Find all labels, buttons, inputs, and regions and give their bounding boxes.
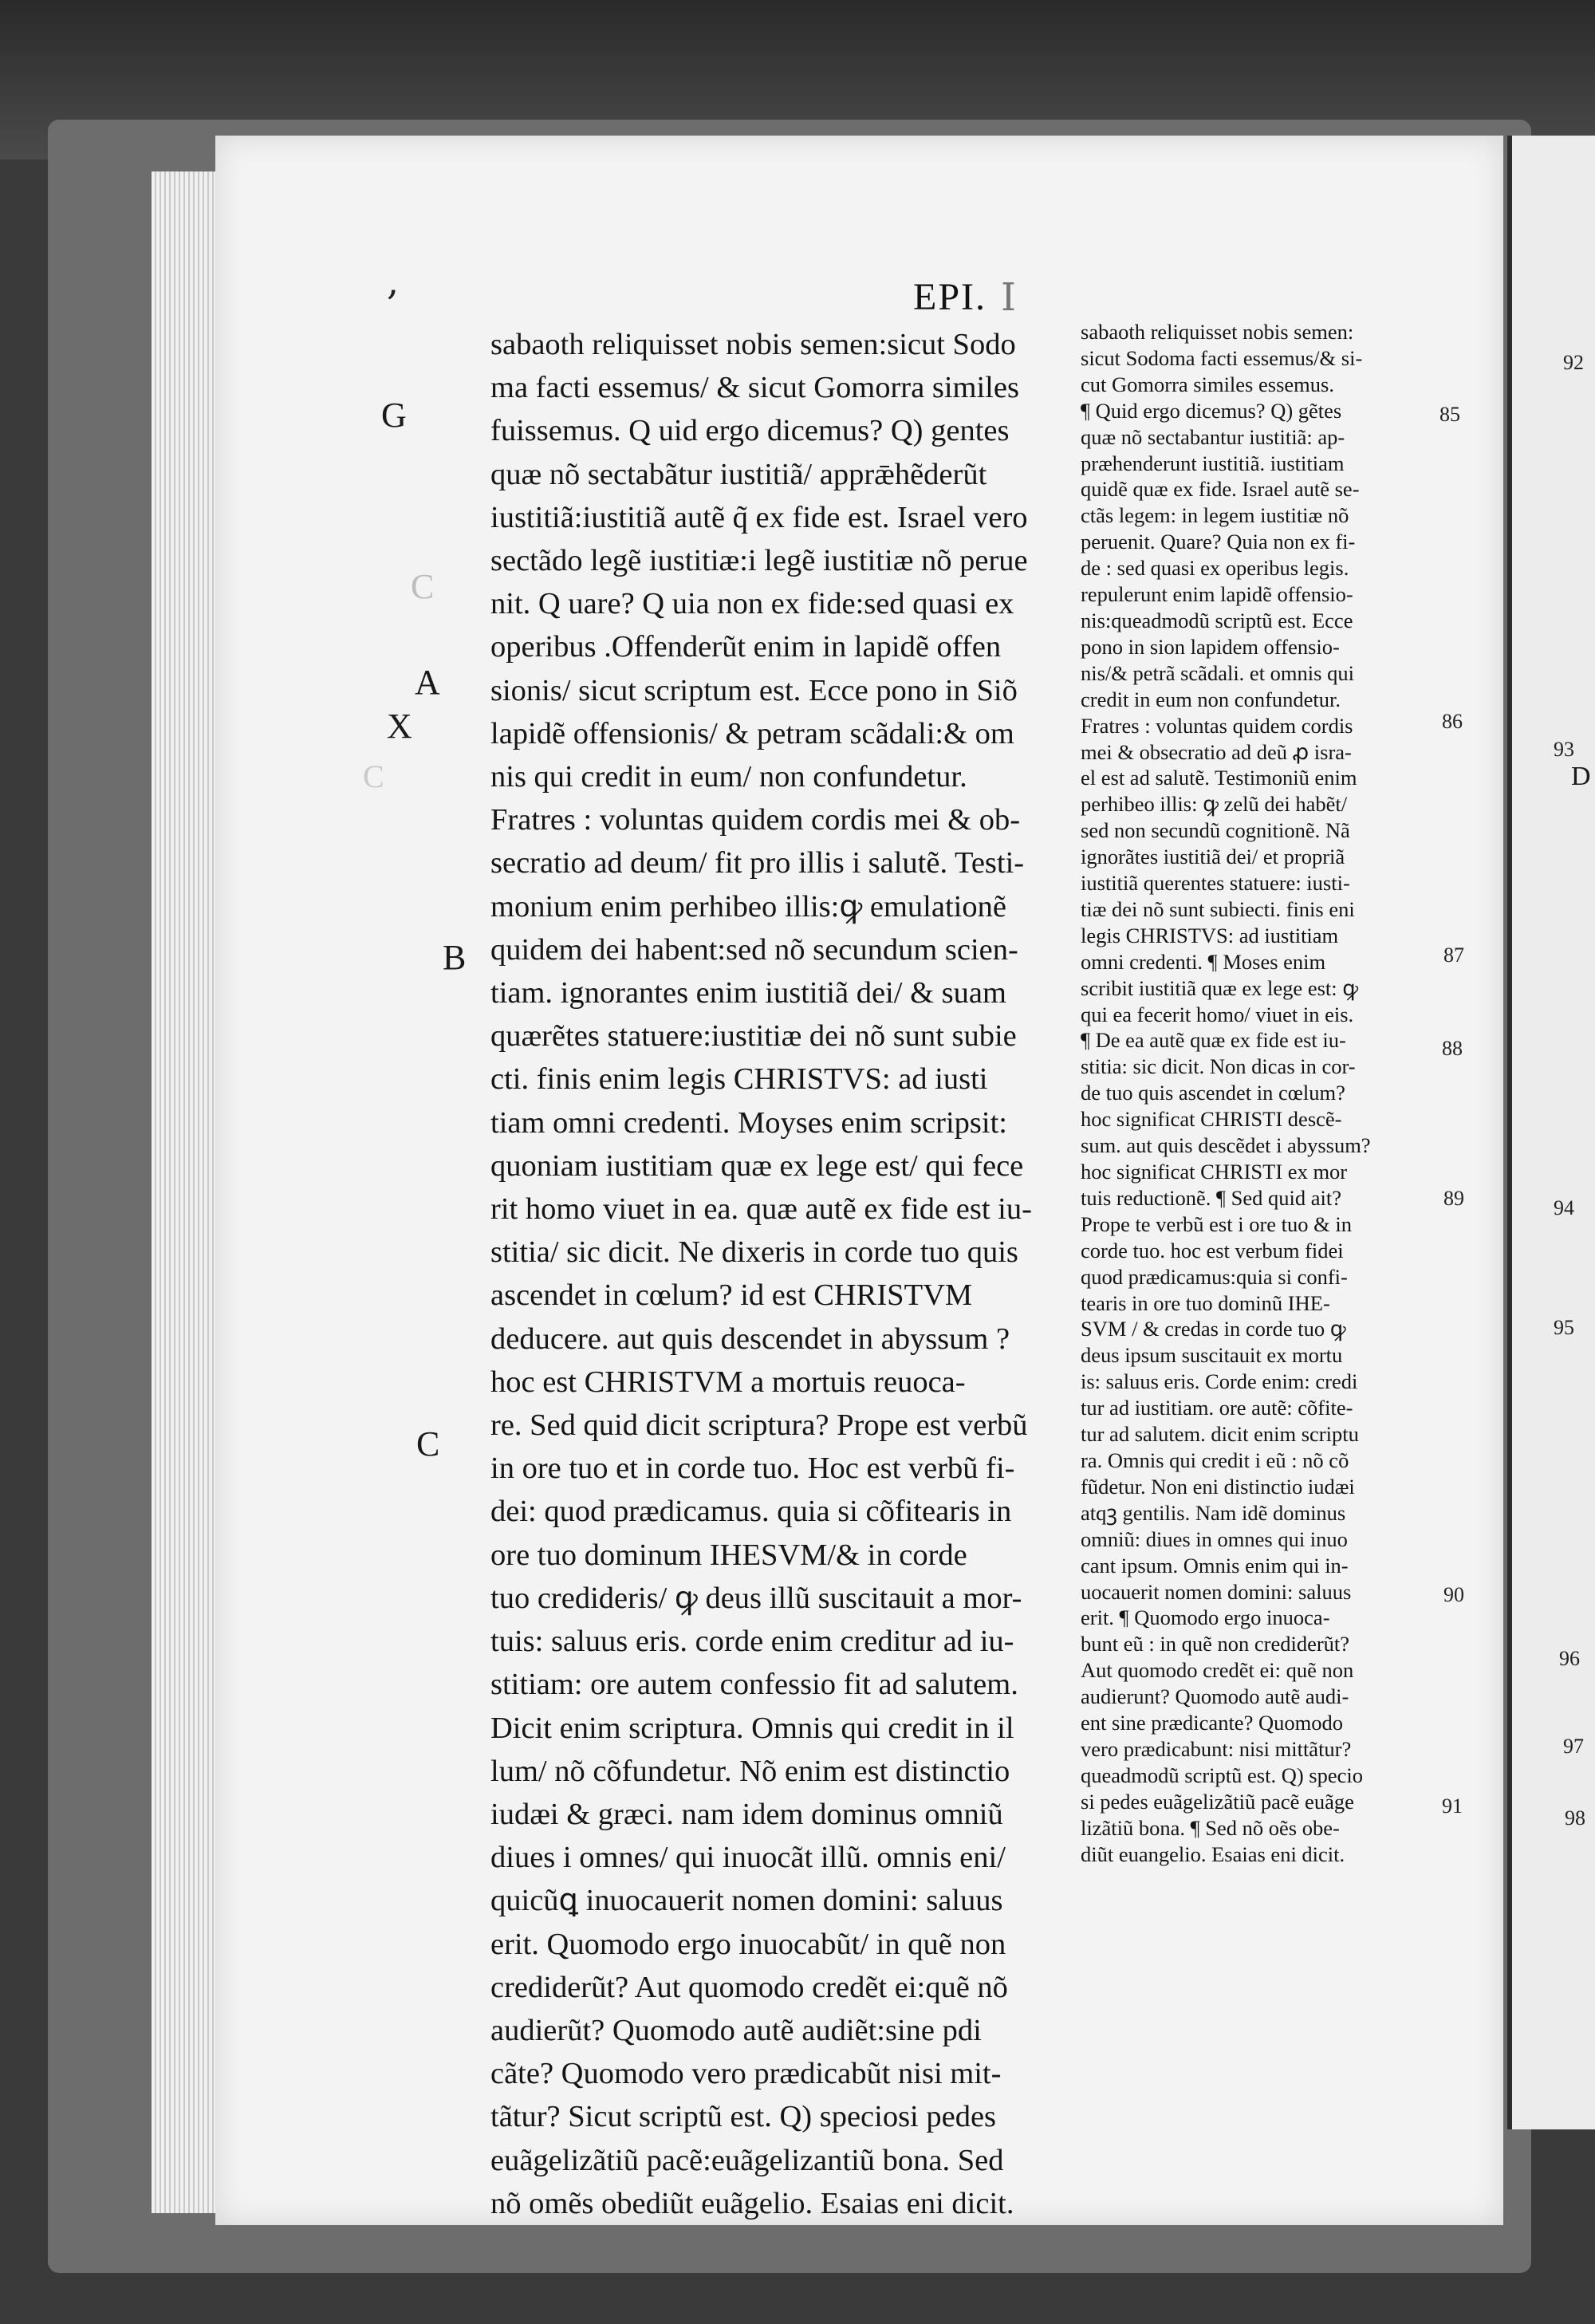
facing-page-letter: D	[1571, 762, 1591, 791]
text-line: ctãs legem: in legem iustitiæ nõ	[1081, 503, 1349, 528]
text-line: queadmodũ scriptũ est. Q) specio	[1081, 1763, 1363, 1787]
text-line: nit. Q uare? Q uia non ex fide:sed quasi ex	[490, 587, 1014, 621]
margin-letter-a: A	[415, 663, 440, 702]
margin-letter-c-faint: C	[411, 567, 435, 606]
text-line: tur ad salutem. dicit enim scriptu	[1081, 1422, 1359, 1447]
text-line: si pedes euãgelizãtiũ pacẽ euãge	[1081, 1789, 1354, 1814]
margin-letter-x: X	[387, 707, 412, 746]
text-line: re. Sed quid dicit scriptura? Prope est verbũ	[490, 1408, 1028, 1443]
verse-number: 85	[1439, 403, 1460, 426]
text-line: hoc est CHRISTVM a mortuis reuoca-	[490, 1365, 966, 1399]
facing-page-number: 98	[1565, 1806, 1585, 1830]
text-line: ascendet in cœlum? id est CHRISTVM	[490, 1278, 973, 1313]
text-line: omni credenti. ¶ Moses enim	[1081, 949, 1326, 974]
text-line: nõ omẽs obediũt euãgelio. Esaias eni dicit.	[490, 2186, 1014, 2220]
text-line: quicũꝗ inuocauerit nomen domini: saluus	[490, 1884, 1003, 1918]
text-line: atqꝫ gentilis. Nam idẽ dominus	[1081, 1500, 1346, 1525]
text-line: fuissemus. Q uid ergo dicemus? Q) gentes	[490, 414, 1010, 448]
text-line: hoc significat CHRISTI descẽ-	[1081, 1107, 1342, 1132]
text-line: tuo credideris/ ꝙ deus illũ suscitauit a mor-	[490, 1581, 1022, 1615]
text-line: operibus .Offenderũt enim in lapidẽ offen	[490, 630, 1002, 664]
text-line: cti. finis enim legis CHRISTVS: ad iusti	[490, 1062, 988, 1097]
margin-letter-c: C	[416, 1424, 440, 1463]
main-text-column	[490, 323, 1049, 2225]
text-line: sionis/ sicut scriptum est. Ecce pono in Siõ	[490, 673, 1018, 707]
text-line: qui ea fecerit homo/ viuet in eis.	[1081, 1002, 1354, 1026]
folio-mark: I	[1001, 275, 1016, 320]
text-line: tur ad iustitiam. ore autẽ: cõfite-	[1081, 1396, 1353, 1420]
text-line: mei & obsecratio ad deũ ꝓ isra-	[1081, 739, 1352, 764]
text-line: sabaoth reliquisset nobis semen:sicut Sodo	[490, 328, 1016, 361]
text-line: Dicit enim scriptura. Omnis qui credit in il	[490, 1711, 1014, 1745]
text-line: sed non secundũ cognitionẽ. Nã	[1081, 818, 1350, 843]
text-line: quidem dei habent:sed nõ secundum scien-	[490, 932, 1018, 967]
text-line: cant ipsum. Omnis enim qui in-	[1081, 1553, 1349, 1578]
facing-page-number: 97	[1563, 1735, 1584, 1758]
text-line: tiæ dei nõ sunt subiecti. finis eni	[1081, 896, 1355, 921]
text-line: ¶ De ea autẽ quæ ex fide est iu-	[1081, 1028, 1346, 1053]
verse-number: 90	[1443, 1583, 1464, 1606]
text-line: Prope te verbũ est i ore tuo & in	[1081, 1211, 1353, 1236]
verse-number: 86	[1442, 710, 1463, 733]
margin-letter-b: B	[443, 938, 467, 977]
show-through-letter: C	[363, 758, 384, 794]
text-line: erit. Quomodo ergo inuocabũt/ in quẽ non	[490, 1927, 1006, 1961]
text-line: stitia/ sic dicit. Ne dixeris in corde tuo quis	[490, 1235, 1018, 1270]
text-line: quæ nõ sectabãtur iustitiã/ apprǣhẽderũt	[490, 457, 987, 491]
text-line: nis/& petrã scãdali. et omnis qui	[1081, 660, 1354, 685]
text-line: credit in eum non confundetur.	[1081, 687, 1341, 711]
text-line: deducere. aut quis descendet in abyssum ?	[490, 1322, 1010, 1356]
text-line: cut Gomorra similes essemus.	[1081, 372, 1334, 396]
verse-number: 88	[1442, 1037, 1463, 1060]
text-line: audierunt? Quomodo autẽ audi-	[1081, 1684, 1349, 1709]
text-line: ore tuo dominum IHESVM/& in corde	[490, 1538, 967, 1572]
text-line: tiam omni credenti. Moyses enim scripsit:	[490, 1105, 1007, 1140]
text-line: sicut Sodoma facti essemus/& si-	[1081, 345, 1363, 370]
text-line: monium enim perhibeo illis:ꝙ emulationẽ	[490, 889, 1006, 924]
text-line: legis CHRISTVS: ad iustitiam	[1081, 923, 1339, 947]
text-line: quidẽ quæ ex fide. Israel autẽ se-	[1081, 477, 1360, 502]
facing-page-edge	[1507, 136, 1595, 2129]
facing-page-number: 93	[1554, 738, 1574, 761]
text-line: scribit iustitiã quæ ex lege est: ꝙ	[1081, 975, 1359, 1000]
text-line: diũt euangelio. Esaias eni dicit.	[1081, 1841, 1345, 1866]
text-line: in ore tuo et in corde tuo. Hoc est verbũ fi-	[490, 1452, 1015, 1486]
text-line: ma facti essemus/ & sicut Gomorra similes	[490, 371, 1019, 405]
text-line: diues i omnes/ qui inuocãt illũ. omnis eni/	[490, 1841, 1006, 1875]
text-line: ra. Omnis qui credit i eũ : nõ cõ	[1081, 1448, 1349, 1472]
text-line: crediderũt? Aut quomodo credẽt ei:quẽ nõ	[490, 1970, 1008, 2004]
text-line: cãte? Quomodo vero prædicabũt nisi mit-	[490, 2057, 1002, 2091]
text-line: deus ipsum suscitauit ex mortu	[1081, 1343, 1343, 1368]
running-title: EPI.	[913, 276, 987, 318]
verse-number: 91	[1442, 1794, 1463, 1818]
text-line: nis:queadmodũ scriptũ est. Ecce	[1081, 608, 1353, 632]
text-line: Fratres : voluntas quidem cordis	[1081, 713, 1353, 738]
text-line: quoniam iustitiam quæ ex lege est/ qui fece	[490, 1148, 1024, 1183]
text-line: audierũt? Quomodo autẽ audiẽt:sine pdi	[490, 2013, 982, 2047]
text-line: iudæi & græci. nam idem dominus omniũ	[490, 1797, 1003, 1831]
text-line: el est ad salutẽ. Testimoniũ enim	[1081, 766, 1357, 790]
facing-page-number: 95	[1554, 1316, 1574, 1339]
text-line: corde tuo. hoc est verbum fidei	[1081, 1238, 1344, 1262]
text-line: dei: quod prædicamus. quia si cõfitearis in	[490, 1495, 1012, 1529]
text-line: sum. aut quis descẽdet i abyssum?	[1081, 1133, 1371, 1158]
text-line: stitia: sic dicit. Non dicas in cor-	[1081, 1054, 1356, 1079]
text-line: bunt eũ : in quẽ non crediderũt?	[1081, 1632, 1350, 1656]
page-edge-stack	[152, 171, 223, 2213]
text-line: hoc significat CHRISTI ex mor	[1081, 1160, 1348, 1184]
margin-letter-g: G	[381, 396, 407, 435]
text-line: de tuo quis ascendet in cœlum?	[1081, 1081, 1345, 1105]
text-line: perhibeo illis: ꝙ zelũ dei habẽt/	[1081, 792, 1348, 817]
text-line: SVM / & credas in corde tuo ꝙ	[1081, 1317, 1346, 1341]
text-line: iustitiã:iustitiã autẽ q̃ ex fide est. Israel vero	[490, 500, 1028, 534]
text-line: uocauerit nomen domini: saluus	[1081, 1579, 1352, 1604]
text-line: quærẽtes statuere:iustitiæ dei nõ sunt subie	[490, 1019, 1017, 1054]
text-line: rit homo viuet in ea. quæ autẽ ex fide est iu-	[490, 1192, 1032, 1227]
text-line: is: saluus eris. Corde enim: credi	[1081, 1369, 1358, 1394]
text-line: tuis: saluus eris. corde enim creditur ad iu-	[490, 1625, 1014, 1659]
text-line: secratio ad deum/ fit pro illis i salutẽ. Testi-	[490, 846, 1025, 880]
verse-number: 89	[1443, 1187, 1464, 1210]
text-line: Aut quomodo credẽt ei: quẽ non	[1081, 1658, 1354, 1683]
text-line: ¶ Quid ergo dicemus? Q) gẽtes	[1081, 398, 1342, 423]
text-line: euãgelizãtiũ pacẽ:euãgelizantiũ bona. Sed	[490, 2143, 1004, 2177]
text-line: Fratres : voluntas quidem cordis mei & ob-	[490, 803, 1021, 837]
text-line: erit. ¶ Quomodo ergo inuoca-	[1081, 1605, 1330, 1630]
text-line: tearis in ore tuo dominũ IHE-	[1081, 1290, 1330, 1315]
text-line: sectãdo legẽ iustitiæ:i legẽ iustitiæ nõ perue	[490, 544, 1028, 578]
text-line: lum/ nõ cõfundetur. Nõ enim est distinctio	[490, 1754, 1010, 1788]
margin-comma-mark: ,	[387, 259, 400, 304]
text-line: omniũ: diues in omnes qui inuo	[1081, 1526, 1348, 1551]
text-line: iustitiã querentes statuere: iusti-	[1081, 871, 1350, 896]
commentary-text-column	[1081, 319, 1428, 1867]
text-line: tuis reductionẽ. ¶ Sed quid ait?	[1081, 1185, 1341, 1210]
text-line: stitiam: ore autem confessio fit ad salutem.	[490, 1668, 1018, 1702]
text-line: repulerunt enim lapidẽ offensio-	[1081, 582, 1353, 607]
verse-number: 87	[1443, 943, 1464, 967]
text-line: ent sine prædicante? Quomodo	[1081, 1711, 1343, 1735]
text-line: præhenderunt iustitiã. iustitiam	[1081, 451, 1345, 475]
facing-page-number: 94	[1554, 1196, 1574, 1219]
text-line: vero prædicabunt: nisi mittãtur?	[1081, 1736, 1352, 1761]
facing-page-number: 92	[1563, 351, 1584, 374]
text-line: pono in sion lapidem offensio-	[1081, 634, 1340, 659]
text-line: fũdetur. Non eni distinctio iudæi	[1081, 1474, 1355, 1499]
text-line: lizãtiũ bona. ¶ Sed nõ oẽs obe-	[1081, 1815, 1340, 1840]
text-line: quod prædicamus:quia si confi-	[1081, 1264, 1348, 1289]
facing-page-number: 96	[1559, 1647, 1580, 1670]
text-line: lapidẽ offensionis/ & petram scãdali:& om	[490, 716, 1014, 750]
text-line: ignorãtes iustitiã dei/ et propriã	[1081, 845, 1345, 869]
text-line: peruenit. Quare? Quia non ex fi-	[1081, 530, 1356, 554]
text-line: nis qui credit in eum/ non confundetur.	[490, 760, 967, 794]
text-line: tiam. ignorantes enim iustitiã dei/ & suam	[490, 976, 1006, 1010]
text-line: sabaoth reliquisset nobis semen:	[1081, 320, 1354, 344]
text-line: quæ nõ sectabantur iustitiã: ap-	[1081, 424, 1345, 449]
text-line: tãtur? Sicut scriptũ est. Q) speciosi pedes	[490, 2100, 997, 2134]
text-line: de : sed quasi ex operibus legis.	[1081, 556, 1349, 581]
